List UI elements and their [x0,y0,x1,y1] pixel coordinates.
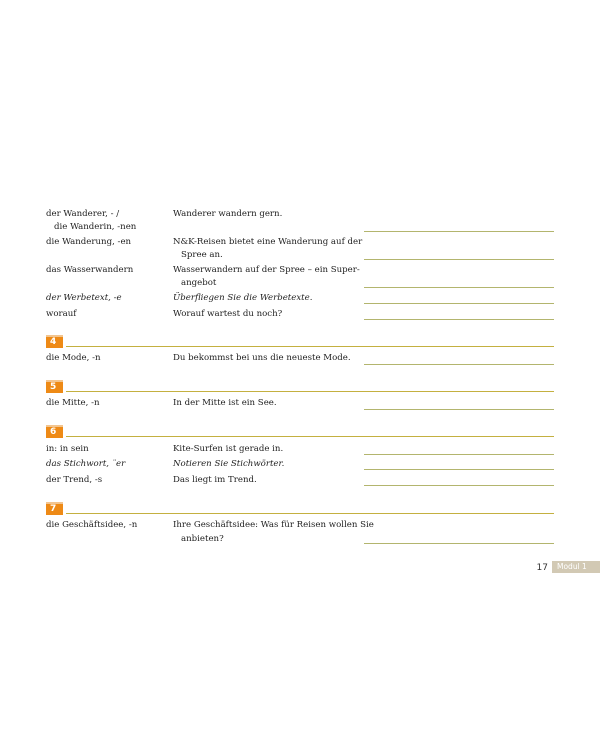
vocab-word: die Mode, -n [46,353,101,363]
writing-line [364,543,554,544]
writing-line [364,469,554,470]
section-divider [66,346,554,347]
writing-line [364,231,554,232]
writing-line [364,287,554,288]
writing-line [364,409,554,410]
example-sentence-cont: angebot [181,278,217,288]
module-tab: Modul 1 [552,561,600,573]
example-sentence: Das liegt im Trend. [173,475,257,485]
example-sentence-cont: Spree an. [181,250,223,260]
vocab-word-variant: die Wanderin, -nen [54,222,137,232]
vocab-word: der Werbetext, -e [46,293,122,303]
writing-line [364,259,554,260]
example-sentence-cont: anbieten? [181,534,224,544]
example-sentence: Wanderer wandern gern. [173,209,283,219]
section-divider [66,436,554,437]
example-sentence: N&K-Reisen bietet eine Wanderung auf der [173,237,363,247]
vocab-word: worauf [46,309,77,319]
section-badge: 6 [46,425,63,438]
vocab-word: die Geschäftsidee, -n [46,520,138,530]
example-sentence: Ihre Geschäftsidee: Was für Reisen wollen Sie [173,520,374,530]
example-sentence: Notieren Sie Stichwörter. [173,459,285,469]
example-sentence: In der Mitte ist ein See. [173,398,277,408]
writing-line [364,364,554,365]
section-divider [66,513,554,514]
writing-line [364,319,554,320]
vocab-word: die Mitte, -n [46,398,100,408]
writing-line [364,454,554,455]
section-badge: 7 [46,502,63,515]
vocab-word: der Trend, -s [46,475,103,485]
example-sentence: Überfliegen Sie die Werbetexte. [173,293,313,303]
example-sentence: Wasserwandern auf der Spree – ein Super- [173,265,360,275]
section-badge: 4 [46,335,63,348]
writing-line [364,485,554,486]
section-divider [66,391,554,392]
example-sentence: Kite-Surfen ist gerade in. [173,444,284,454]
writing-line [364,303,554,304]
vocab-word: das Stichwort, ¨er [46,459,126,469]
section-badge: 5 [46,380,63,393]
page-number: 17 [536,563,548,573]
vocab-word: das Wasserwandern [46,265,134,275]
example-sentence: Worauf wartest du noch? [173,309,283,319]
vocab-word: in: in sein [46,444,89,454]
vocab-word: der Wanderer, - / [46,209,120,219]
vocab-word: die Wanderung, -en [46,237,132,247]
example-sentence: Du bekommst bei uns die neueste Mode. [173,353,351,363]
